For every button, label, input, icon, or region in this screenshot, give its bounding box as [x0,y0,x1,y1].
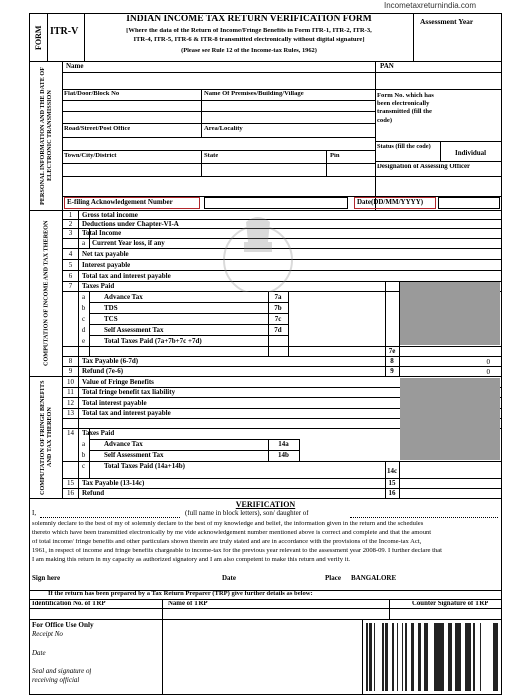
status-label: Status (fill the code) [377,143,431,150]
barcode-image [364,621,500,693]
city-label: Town/City/District [64,153,117,159]
redacted-block-fringe [400,378,500,460]
row11-label: Total fringe benefit tax liability [82,389,176,396]
ack-date-field[interactable] [438,197,500,209]
office-heading: For Office Use Only [32,622,94,629]
receipt-label: Receipt No [32,631,63,638]
flat-label: Flat/Door/Block No [64,91,120,97]
form-label: FORM [33,25,43,50]
row14c-code: 14c [386,467,398,475]
row15-label: Tax Payable (13-14c) [82,480,145,487]
row14b-label: Self Assessment Tax [104,452,164,459]
place-label: Place [325,575,341,582]
form-transmitted-label: Form No. which has been electronically transmitted (fill the code) [377,92,434,124]
row7c-label: TCS [104,316,118,323]
redacted-block-comp [400,282,500,345]
seal-label-2: receiving official [32,677,80,684]
row15-no: 15 [67,479,74,487]
row12-label: Total interest payable [82,400,147,407]
verification-para-5: I am making this return in my capacity as authorized signatory and I am also competent to make this return and verify it. [32,557,351,563]
verification-para-4: 1961, in respect of income and fringe benefits chargeable to income-tax for the previous year relevant to the assessment year 2008-09. I further declare that [32,548,442,554]
date-label: Date [222,575,236,582]
row3-label: Total Income [82,230,122,237]
sign-here-label: Sign here [32,575,61,582]
row9-no: 9 [68,367,73,375]
row4-no: 4 [68,250,73,258]
ack-number-field[interactable] [204,197,348,209]
row7c-code: 7c [274,315,282,323]
personal-section-label: PERSONAL INFORMATION AND THE DATE OF ELECTRONIC TRANSMISSION [38,66,53,206]
trp-sig-label: Counter Signature of TRP [412,601,489,607]
row7-label: Taxes Paid [82,283,115,290]
area-label: Area/Locality [204,126,243,132]
row15-code: 15 [388,479,396,487]
row5-no: 5 [68,261,73,269]
watermark-site: Incometaxreturnindia.com [384,2,477,10]
row2-label: Deductions under Chapter-VI-A [82,221,179,228]
verification-father-line[interactable] [350,517,498,518]
row7a-code: 7a [274,293,282,301]
verification-para-3: of total income/ fringe benefits and other particulars shown therein are truly stated and are in accordance with the provisions of the Income-tax Act, [32,539,422,545]
row7a-no: a [81,293,86,301]
row7e-no: e [81,337,86,345]
trp-name-label: Name of TRP [168,601,208,607]
pan-label: PAN [380,63,394,70]
form-code: ITR-V [50,27,79,37]
road-label: Road/Street/Post Office [64,126,131,132]
row7b-label: TDS [104,305,118,312]
row7d-label: Self Assessment Tax [104,327,164,334]
ack-date-label: Date(DD/MM/YYYY) [357,199,424,206]
row5-label: Interest payable [82,262,131,269]
state-label: State [204,153,219,159]
seal-label-1: Seal and signature of [32,668,92,675]
form-subtitle-line2: ITR-4, ITR-5, ITR-6 & ITR-8 transmitted electronically without digital signature] [133,37,365,43]
row3a-no: a [81,239,86,247]
row13-no: 13 [67,409,74,417]
computation-section-label: COMPUTATION OF INCOME AND TAX THEREON [42,220,50,367]
row6-no: 6 [68,272,73,280]
row7b-no: b [81,304,86,312]
form-title: INDIAN INCOME TAX RETURN VERIFICATION FORM [126,15,372,24]
row8-code: 8 [390,357,394,365]
row10-no: 10 [67,378,74,386]
row9-value: 0 [486,368,490,376]
verification-line1b: (full name in block letters), son/ daughter of [185,510,309,517]
row7b-code: 7b [274,304,282,312]
verification-heading: VERIFICATION [235,501,296,509]
row14-no: 14 [67,429,74,437]
row2-no: 2 [68,220,73,228]
row10-label: Value of Fringe Benefits [82,379,154,386]
row7e-label: Total Taxes Paid (7a+7b+7c +7d) [104,338,202,345]
row16-code: 16 [388,489,396,497]
row6-label: Total tax and interest payable [82,273,171,280]
row8-label: Tax Payable (6-7d) [82,358,139,365]
row16-label: Refund [82,490,105,497]
assessment-year-label: Assessment Year [420,18,474,26]
row14a-code: 14a [278,440,289,448]
place-value: BANGALORE [351,575,397,582]
row14-label: Taxes Paid [82,430,115,437]
row9-code: 9 [390,367,394,375]
row11-no: 11 [67,388,74,396]
row14c-label: Total Taxes Paid (14a+14b) [104,463,185,470]
row7d-no: d [81,326,86,334]
verification-name-line[interactable] [40,517,180,518]
premises-label: Name Of Premises/Building/Village [204,91,304,97]
fringe-section-label: COMPUTATION OF FRINGE BENEFITS AND TAX THEREON [38,380,53,495]
name-label: Name [66,63,84,70]
row4-label: Net tax payable [82,251,129,258]
ack-number-label: E-filing Acknowledgement Number [67,199,173,206]
row3-no: 3 [68,229,73,237]
verification-i: I, [32,510,37,517]
row8-value: 0 [486,358,490,366]
row7d-code: 7d [274,326,282,334]
row12-no: 12 [67,399,74,407]
emblem-watermark [198,212,318,292]
row1-no: 1 [68,211,73,219]
trp-id-label: Identification No. of TRP [32,601,106,607]
row7a-label: Advance Tax [104,294,143,301]
designation-label: Designation of Assessing Officer [377,164,471,170]
office-date-label: Date [32,650,46,657]
row9-label: Refund (7e-6) [82,368,124,375]
status-value: Individual [455,150,487,157]
row1-label: Gross total income [82,212,138,219]
row16-no: 16 [67,489,74,497]
row7e-code: 7e [388,347,396,355]
row14a-label: Advance Tax [104,441,143,448]
rule-note: (Please see Rule 12 of the Income-tax Rules, 1962) [181,48,317,54]
row7c-no: c [81,315,86,323]
pin-label: Pin [330,153,340,159]
row14b-code: 14b [278,451,289,459]
row14a-no: a [81,440,86,448]
row14b-no: b [81,451,86,459]
row8-no: 8 [68,357,73,365]
row14c-no: c [81,462,86,470]
trp-note: If the return has been prepared by a Tax Return Preparer (TRP) give further details as below: [48,591,313,597]
row7-no: 7 [68,282,73,290]
form-subtitle-line1: [Where the data of the Return of Income/Fringe Benefits in Form ITR-1, ITR-2, ITR-3, [126,28,372,34]
row13-label: Total tax and interest payable [82,410,171,417]
row3a-label: Current Year loss, if any [92,240,165,247]
verification-para-2: thereto which have been transmitted electronically by me vide acknowledgement number mentioned above is correct and complete and that the amount [32,530,432,536]
verification-para-1: solemnly declare to the best of my of solemnly declare to the best of my knowledge and belief, the information given in the return and the schedules [32,521,424,527]
